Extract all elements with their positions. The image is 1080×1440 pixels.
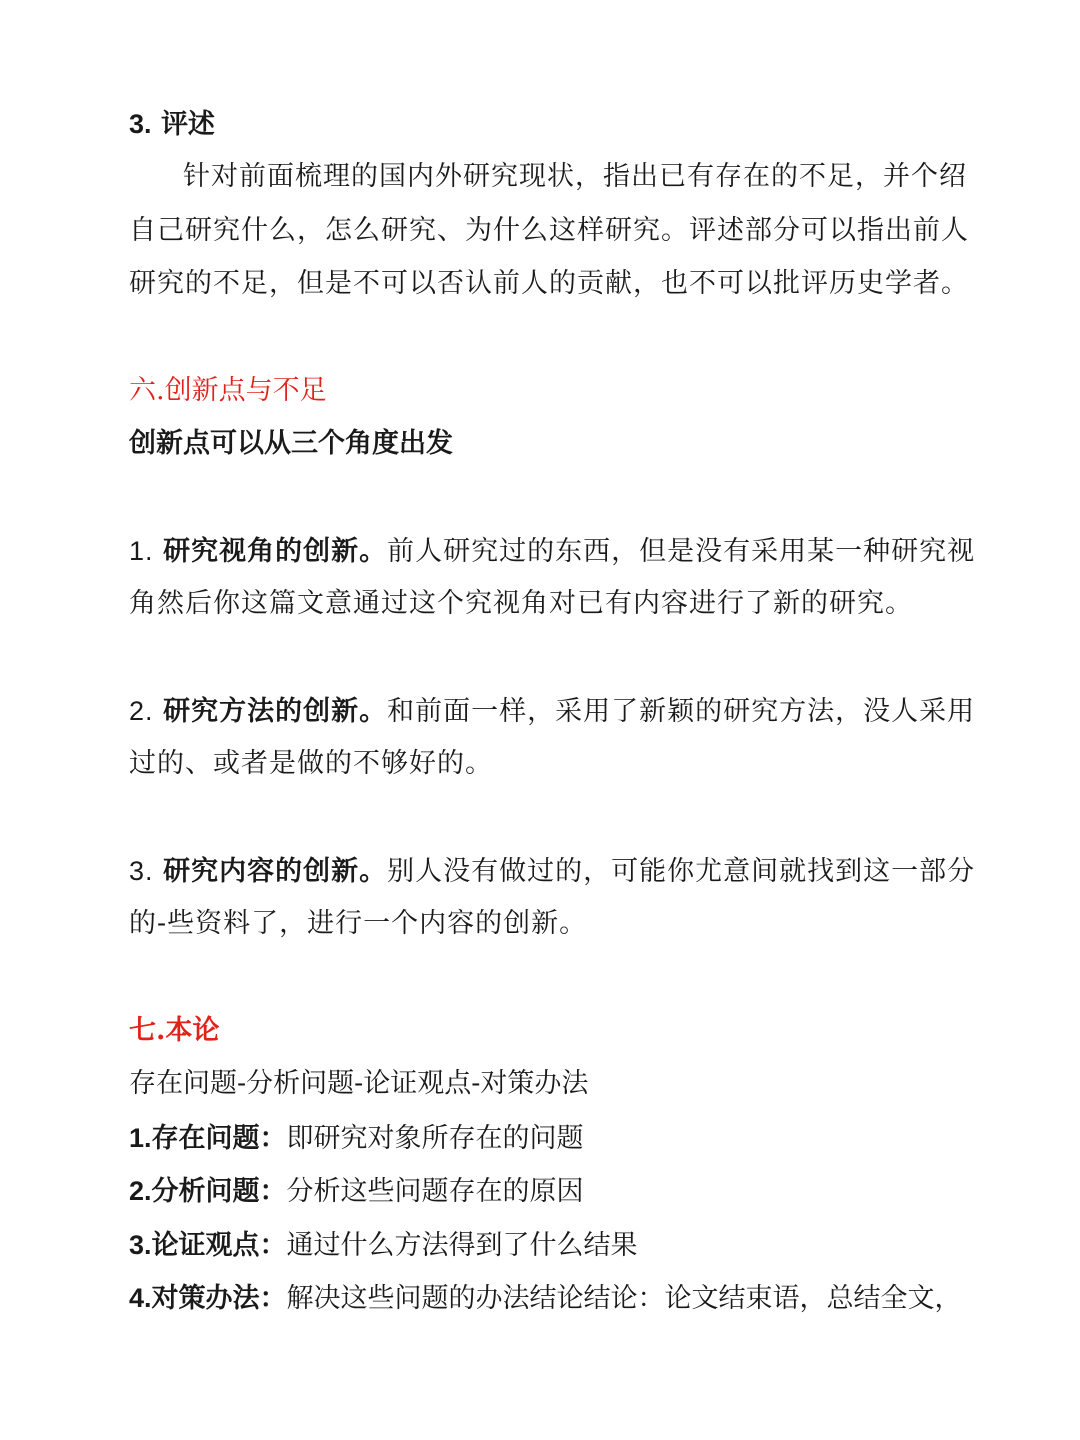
item-text: 和前面一样，采用了新颖的研究方法，没人采用 (387, 696, 976, 727)
subheading-number: 3. (129, 109, 152, 139)
item-title: 研究内容的创新。 (163, 856, 388, 887)
item-text: 前人研究过的东西，但是没有采用某一种研究视 (387, 536, 976, 567)
item-label: 对策办法： (151, 1283, 287, 1314)
innovation-item-2-cont: 过的、或者是做的不够好的。 (129, 748, 493, 779)
main-body-item-1 (129, 1118, 959, 1159)
item-number: 2. (129, 1176, 152, 1206)
subheading-review (129, 104, 959, 145)
item-text: 别人没有做过的，可能你尤意间就找到这一部分 (387, 856, 976, 887)
item-number: 1. (129, 1123, 152, 1153)
innovation-item-1 (129, 531, 976, 572)
main-body-item-4 (129, 1278, 962, 1319)
item-text: 分析这些问题存在的原因 (286, 1176, 584, 1207)
review-line-1: 针对前面梳理的国内外研究现状，指出已有存在的不足，并个绍 (183, 161, 967, 192)
item-label: 分析问题： (151, 1176, 287, 1207)
item-label: 论证观点： (151, 1230, 287, 1261)
item-text: 通过什么方法得到了什么结果 (286, 1230, 638, 1261)
item-title: 研究视角的创新。 (163, 536, 388, 567)
subheading-title: 评述 (160, 109, 215, 140)
innovation-item-3-cont: 的-些资料了，进行一个内容的创新。 (129, 908, 588, 939)
item-title: 研究方法的创新。 (163, 696, 388, 727)
item-number: 3. (129, 1230, 152, 1260)
review-line-2: 自己研究什么，怎么研究、为什么这样研究。评述部分可以指出前人 (129, 215, 969, 246)
item-text: 即研究对象所存在的问题 (286, 1123, 584, 1154)
item-label: 存在问题： (151, 1123, 287, 1154)
section-heading-innovation: 六.创新点与不足 (129, 375, 327, 406)
main-body-item-3 (129, 1225, 959, 1266)
main-body-item-2 (129, 1171, 959, 1212)
main-body-flow: 存在问题-分析问题-论证观点-对策办法 (129, 1068, 589, 1099)
section-heading-main-body: 七.本论 (129, 1015, 220, 1046)
item-number: 4. (129, 1283, 152, 1313)
innovation-intro: 创新点可以从三个角度出发 (129, 428, 453, 459)
innovation-item-2 (129, 691, 976, 732)
innovation-item-1-cont: 角然后你这篇文意通过这个究视角对已有内容进行了新的研究。 (129, 588, 913, 619)
innovation-item-3 (129, 851, 976, 892)
item-text: 解决这些问题的办法结论结论：论文结束语，总结全文， (286, 1283, 962, 1314)
review-line-3: 研究的不足，但是不可以否认前人的贡献，也不可以批评历史学者。 (129, 268, 969, 299)
item-number: 1. (129, 536, 154, 566)
item-number: 3. (129, 856, 154, 886)
item-number: 2. (129, 696, 154, 726)
